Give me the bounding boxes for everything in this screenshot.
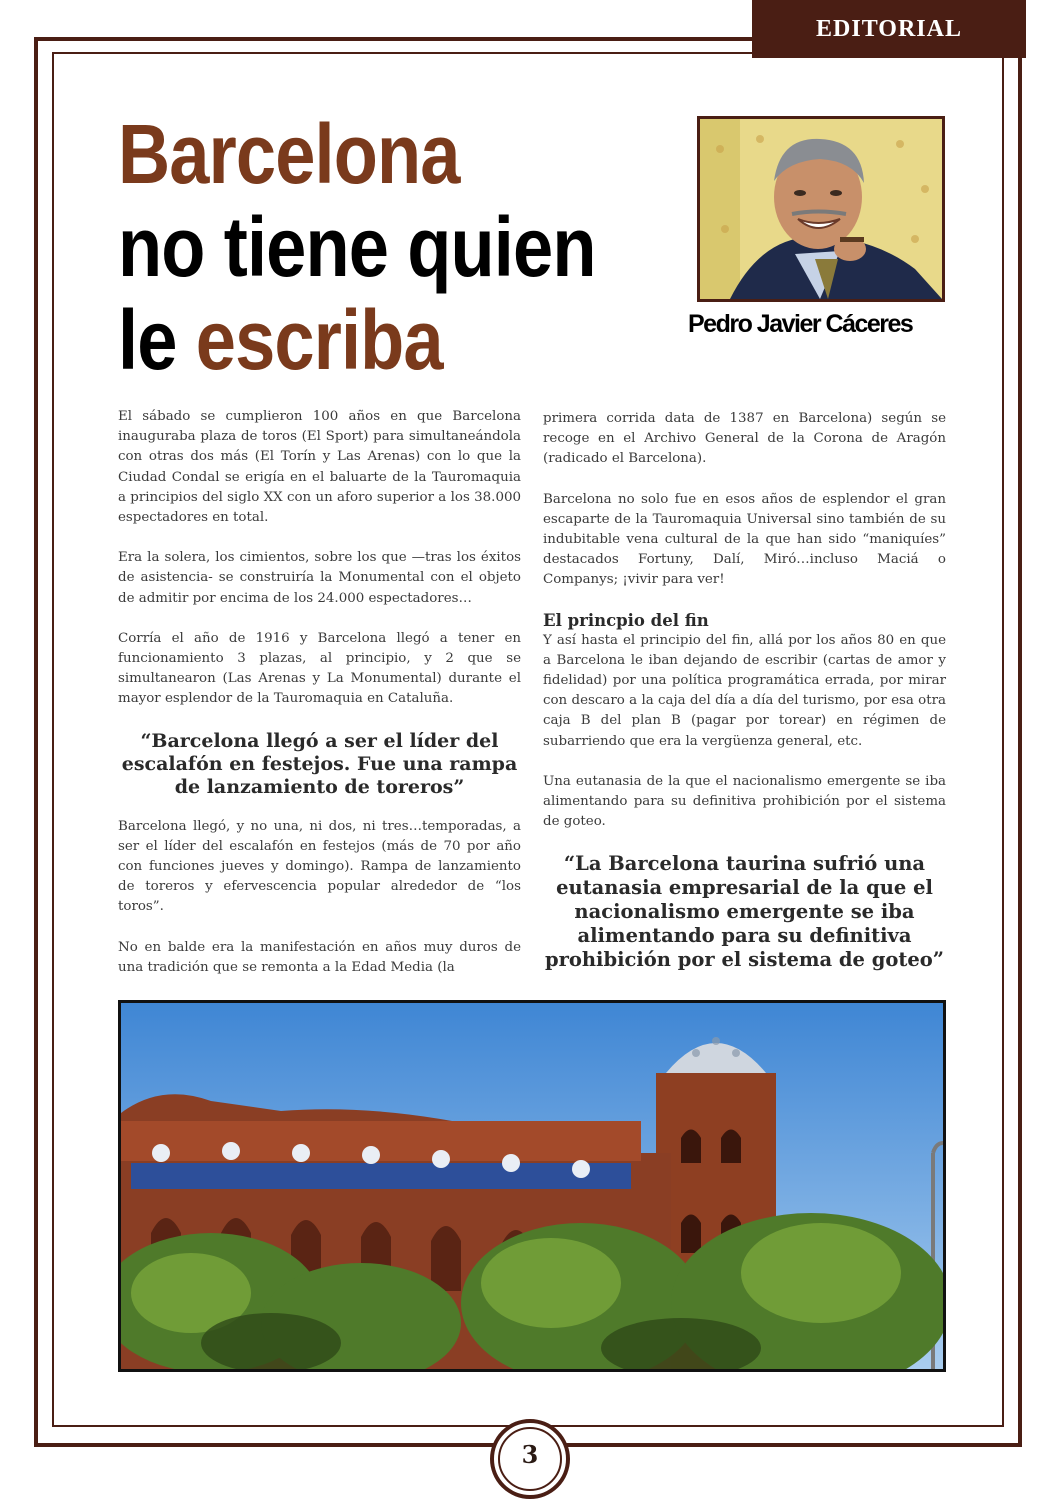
- paragraph: Corría el año de 1916 y Barcelona llegó a tener en funcionamiento 3 plazas, al principio, y 2 que se simultanearon (Las Arenas y La Monumental) durante el mayor esplendor de la Tauromaquia en Cataluña.: [118, 630, 521, 707]
- bullring-photo: [118, 1000, 946, 1372]
- paragraph: Barcelona llegó, y no una, ni dos, ni tres…temporadas, a ser el líder del escalafón en festejos (más de 70 por año con funciones jueves y domingo). Rampa de lanzamiento de toreros y efervescencia popular alrededor de “los toros”.: [118, 818, 521, 915]
- paragraph: Barcelona no solo fue en esos años de esplendor el gran escaparte de la Tauromaquia Universal sino también de su indubitable vena cultural de la que han sido “maniquíes” destacados Fortuny, Dalí, Miró…incluso Maciá o Companys; ¡vivir para ver!: [543, 491, 946, 588]
- headline-line-2: no tiene quien: [118, 200, 596, 294]
- paragraph: Y así hasta el principio del fin, allá por los años 80 en que a Barcelona le iban dejando de escribir (cartas de amor y fidelidad) por una política programática errada, por mirar con descaro a la caja del día a día del turismo, por esa otra caja B del plan B (pagar por torear) en régimen de subarriendo que era la vergüenza general, etc.: [543, 632, 946, 749]
- subheading: El princpio del fin: [543, 610, 709, 630]
- pull-quote-right: “La Barcelona taurina sufrió una eutanasia empresarial de la que el nacionalismo emergente se iba alimentando para su definitiva prohibición por el sistema de goteo”: [544, 852, 945, 972]
- page-number: 3: [521, 1440, 539, 1469]
- article-column-right: [543, 409, 946, 990]
- paragraph: primera corrida data de 1387 en Barcelona) según se recoge en el Archivo General de la Corona de Aragón (radicado el Barcelona).: [543, 411, 946, 467]
- pull-quote-left: “Barcelona llegó a ser el líder del escalafón en festejos. Fue una rampa de lanzamiento de toreros”: [121, 729, 518, 798]
- article-column-left: [118, 407, 521, 998]
- section-tab: EDITORIAL: [752, 0, 1026, 58]
- author-photo: [697, 116, 945, 302]
- author-name: Pedro Javier Cáceres: [688, 310, 913, 338]
- headline-line-1: Barcelona: [118, 107, 460, 201]
- headline: [118, 108, 596, 387]
- paragraph: Una eutanasia de la que el nacionalismo emergente se iba alimentando para su definitiva prohibición por el sistema de goteo.: [543, 773, 946, 830]
- paragraph: El sábado se cumplieron 100 años en que Barcelona inauguraba plaza de toros (El Sport) para simultaneándola con otras dos más (El Torín y Las Arenas) con lo que la Ciudad Condal se erigía en el baluarte de la Tauromaquia a principios del siglo XX con un aforo superior a los 38.000 espectadores en total.: [118, 409, 521, 526]
- paragraph: Era la solera, los cimientos, sobre los que —tras los éxitos de asistencia- se construiría la Monumental con el objeto de admitir por encima de los 24.000 espectadores…: [118, 550, 521, 606]
- headline-line-3a: le: [118, 293, 177, 387]
- paragraph: No en balde era la manifestación en años muy duros de una tradición que se remonta a la Edad Media (la: [118, 939, 521, 975]
- headline-line-3b: escriba: [195, 293, 443, 387]
